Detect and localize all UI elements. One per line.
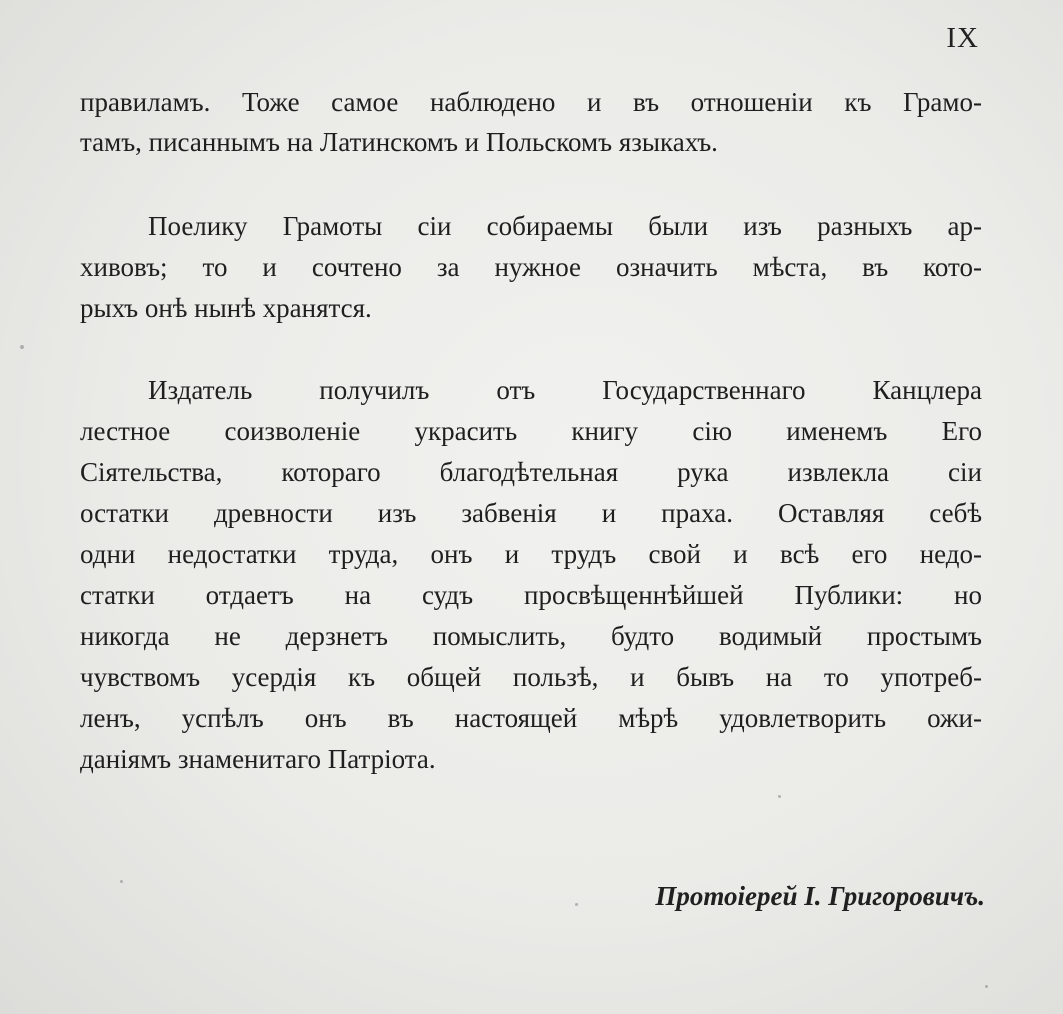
text-line: правиламъ. Тоже самое наблюдено и въ отношеніи къ Грамо- [80,87,982,117]
text-line: даніямъ знаменитаго Патріота. [80,744,436,774]
text-line: остатки древности изъ забвенія и праха. Оставляя себѣ [80,498,982,528]
text-line: тамъ, писаннымъ на Латинскомъ и Польскомъ языкахъ. [80,127,718,157]
text-line: Издатель получилъ отъ Государственнаго Канцлера [148,375,982,405]
paper-speck [20,345,24,349]
paper-speck [120,880,123,883]
text-line: Сіятельства, котораго благодѣтельная рука извлекла сіи [80,457,982,487]
text-line: Поелику Грамоты сіи собираемы были изъ разныхъ ар- [148,211,982,241]
paper-speck [985,985,988,988]
page-number: IX [946,22,979,54]
author-signature: Протоіерей І. Григоровичъ. [655,881,985,911]
text-line: лестное соизволеніе украсить книгу сію именемъ Его [80,416,982,446]
paper-speck [778,795,781,798]
text-line: статки отдаетъ на судъ просвѣщеннѣйшей Публики: но [80,580,982,610]
text-line: одни недостатки труда, онъ и трудъ свой и всѣ его недо- [80,539,982,569]
paper-speck [575,903,578,906]
text-line: ленъ, успѣлъ онъ въ настоящей мѣрѣ удовлетворить ожи- [80,703,982,733]
text-line: чувствомъ усердія къ общей пользѣ, и бывъ на то употреб- [80,662,982,692]
text-line: никогда не дерзнетъ помыслить, будто водимый простымъ [80,621,982,651]
text-line: хивовъ; то и сочтено за нужное означить мѣста, въ кото- [80,252,982,282]
text-line: рыхъ онѣ нынѣ хранятся. [80,293,372,323]
